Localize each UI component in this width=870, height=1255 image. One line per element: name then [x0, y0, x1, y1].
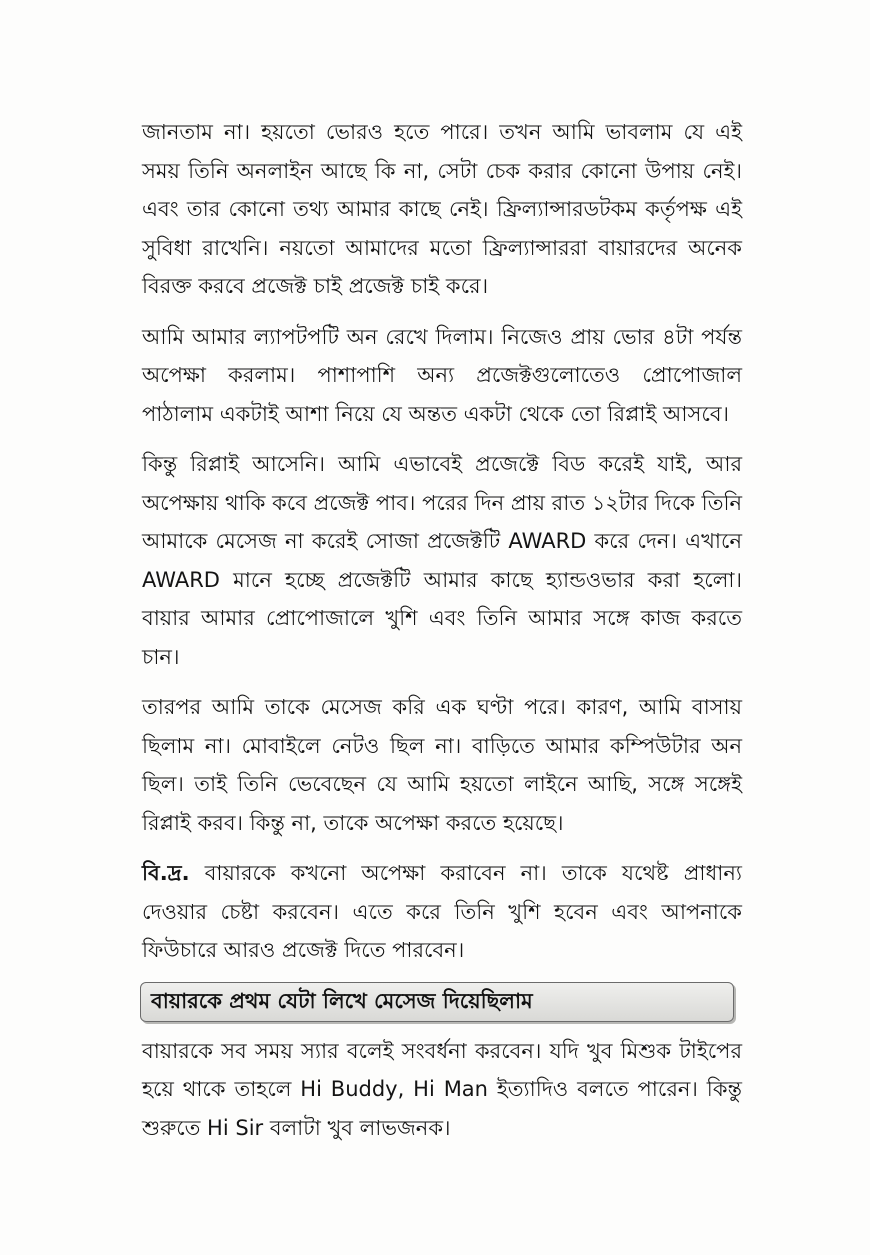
paragraph-1: জানতাম না। হয়তো ভোরও হতে পারে। তখন আমি ভাবলাম যে এই সময় তিনি অনলাইন আছে কি না, সেটা চেক করার কোনো উপায় নেই। এবং তার কোনো তথ্য আমার কাছে নেই। ফ্রিল্যান্সারডটকম কর্তৃপক্ষ এই সুবিধা রাখেনি। নয়তো আমাদের মতো ফ্রিল্যান্সাররা বায়ারদের অনেক বিরক্ত করবে প্রজেক্ট চাই প্রজেক্ট চাই করে।	[142, 120, 742, 298]
paragraph-4: তারপর আমি তাকে মেসেজ করি এক ঘণ্টা পরে। কারণ, আমি বাসায় ছিলাম না। মোবাইলে নেটও ছিল না। বাড়িতে আমার কম্পিউটার অন ছিল। তাই তিনি ভেবেছেন যে আমি হয়তো লাইনে আছি, সঙ্গে সঙ্গেই রিপ্লাই করব। কিন্তু না, তাকে অপেক্ষা করতে হয়েছে।	[142, 695, 742, 835]
section-heading-box	[140, 982, 734, 1022]
paragraph-2: আমি আমার ল্যাপটপটি অন রেখে দিলাম। নিজেও প্রায় ভোর ৪টা পর্যন্ত অপেক্ষা করলাম। পাশাপাশি অন্য প্রজেক্টগুলোতেও প্রোপোজাল পাঠালাম একটাই আশা নিয়ে যে অন্তত একটা থেকে তো রিপ্লাই আসবে।	[142, 324, 742, 426]
paragraph-3: কিন্তু রিপ্লাই আসেনি। আমি এভাবেই প্রজেক্টে বিড করেই যাই, আর অপেক্ষায় থাকি কবে প্রজেক্ট পাব। পরের দিন প্রায় রাত ১২টার দিকে তিনি আমাকে মেসেজ না করেই সোজা প্রজেক্টটি AWARD করে দেন। এখানে AWARD মানে হচ্ছে প্রজেক্টটি আমার কাছে হ্যান্ডওভার করা হলো। বায়ার আমার প্রোপোজালে খুশি এবং তিনি আমার সঙ্গে কাজ করতে চান।	[142, 452, 742, 669]
note-paragraph	[142, 854, 742, 970]
page-content	[142, 113, 742, 1159]
note-label: বি.দ্র.	[142, 861, 190, 885]
section-heading: বায়ারকে প্রথম যেটা লিখে মেসেজ দিয়েছিলাম	[151, 989, 533, 1014]
note-text: বায়ারকে কখনো অপেক্ষা করাবেন না। তাকে যথেষ্ট প্রাধান্য দেওয়ার চেষ্টা করবেন। এতে করে তিনি খুশি হবেন এবং আপনাকে ফিউচারে আরও প্রজেক্ট দিতে পারবেন।	[142, 861, 742, 962]
closing-paragraph: বায়ারকে সব সময় স্যার বলেই সংবর্ধনা করবেন। যদি খুব মিশুক টাইপের হয়ে থাকে তাহলে Hi Buddy, Hi Man ইত্যাদিও বলতে পারেন। কিন্তু শুরুতে Hi Sir বলাটা খুব লাভজনক।	[142, 1038, 742, 1140]
